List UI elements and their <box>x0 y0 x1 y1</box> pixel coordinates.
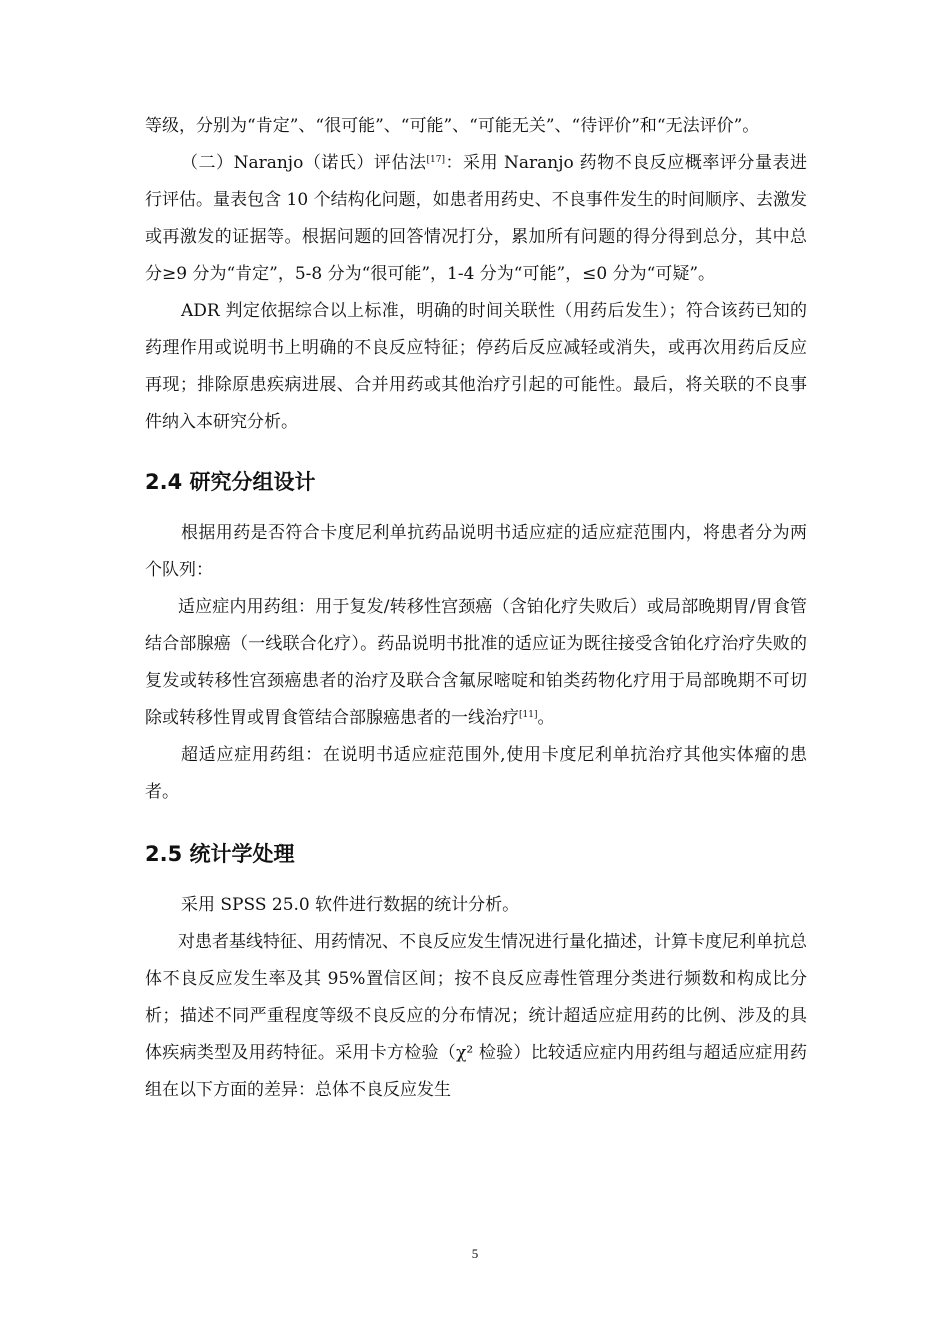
paragraph-adr-criteria: ADR 判定依据综合以上标准，明确的时间关联性（用药后发生）；符合该药已知的药理作用或说明书上明确的不良反应特征；停药后反应减轻或消失，或再次用药后反应再现；排除原患疾病进展、合并用药或其他治疗引起的可能性。最后，将关联的不良事件纳入本研究分析。 <box>145 301 807 432</box>
paragraph-continuation: 等级，分别为“肯定”、“很可能”、“可能”、“可能无关”、“待评价”和“无法评价”。 <box>145 116 760 136</box>
paragraph-off-label-group: 超适应症用药组：在说明书适应症范围外,使用卡度尼利单抗治疗其他实体瘤的患者。 <box>145 745 807 802</box>
paragraph-in-label-group <box>145 589 807 737</box>
paragraph-grouping: 根据用药是否符合卡度尼利单抗药品说明书适应症的适应症范围内，将患者分为两个队列： <box>145 523 807 580</box>
naranjo-lead: （二）Naranjo（诺氏）评估法 <box>181 153 427 173</box>
section-heading-2-5: 2.5 统计学处理 <box>145 842 295 866</box>
paragraph-statistics: 对患者基线特征、用药情况、不良反应发生情况进行量化描述，计算卡度尼利单抗总体不良反应发生率及其 95%置信区间；按不良反应毒性管理分类进行频数和构成比分析；描述不同严重程度等级不良反应的分布情况；统计超适应症用药的比例、涉及的具体疾病类型及用药特征。采用卡方检验（χ² 检验）比较适应症内用药组与超适应症用药组在以下方面的差异：总体不良反应发生 <box>145 932 807 1100</box>
document-page <box>145 108 807 1109</box>
in-label-body: 适应症内用药组：用于复发/转移性宫颈癌（含铂化疗失败后）或局部晚期胃/胃食管结合部腺癌（一线联合化疗）。药品说明书批准的适应证为既往接受含铂化疗治疗失败的复发或转移性宫颈癌患者的治疗及联合含氟尿嘧啶和铂类药物化疗用于局部晚期不可切除或转移性胃或胃食管结合部腺癌患者的一线治疗 <box>145 597 807 728</box>
section-heading-2-4: 2.4 研究分组设计 <box>145 470 316 494</box>
naranjo-body: ：采用 Naranjo 药物不良反应概率评分量表进行评估。量表包含 10 个结构化问题，如患者用药史、不良事件发生的时间顺序、去激发或再激发的证据等。根据问题的回答情况打分，累加所有问题的得分得到总分，其中总分≥9 分为“肯定”，5-8 分为“很可能”，1-4 分为“可能”，≤0 分为“可疑”。 <box>145 153 807 284</box>
page-number: 5 <box>471 1246 479 1261</box>
paragraph-spss: 采用 SPSS 25.0 软件进行数据的统计分析。 <box>181 895 520 915</box>
citation-17: [17] <box>426 155 445 165</box>
in-label-end: 。 <box>537 708 555 728</box>
citation-11: [11] <box>519 710 538 720</box>
paragraph-naranjo <box>145 145 807 293</box>
